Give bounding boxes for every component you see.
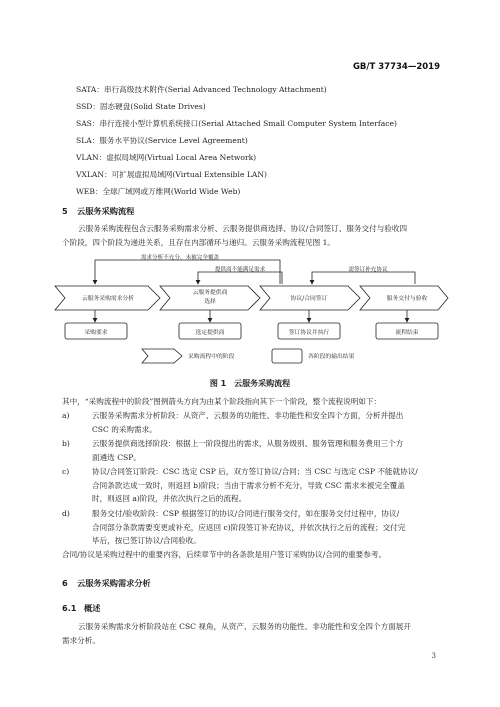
section-6-1-body: [62, 620, 447, 647]
procurement-flow-figure: [50, 250, 450, 376]
figure-caption: 图 1 云服务采购流程: [209, 379, 291, 388]
stage-label: 云服务采购需求分析: [81, 296, 135, 302]
list-item-label: d): [62, 509, 70, 518]
closing-text: 合同/协议是采购过程中的重要内容，后续章节中的各条款是用户签订采购协议/合同的重要参考。: [62, 550, 387, 559]
abbreviation-sla: SLA：服务水平协议(Service Level Agreement): [76, 136, 248, 145]
list-item-line: 合同部分条款需要变更或补充，应返回 c)阶段签订补充协议，并依次执行之后的流程；交付完: [92, 522, 406, 532]
abbreviation-vxlan: VXLAN：可扩展虚拟局域网(Virtual Extensible LAN): [76, 170, 268, 179]
loop-label-provider: 提供商不能满足需求: [214, 267, 266, 273]
section-title: 概述: [84, 603, 101, 613]
list-item-line: 云服务采购需求分析阶段：从资产、云服务的功能性、非功能性和安全四个方面，分析并提出: [92, 411, 404, 420]
section-number: 6.1: [62, 603, 77, 613]
standard-number: GB/T 37734—2019: [352, 62, 440, 72]
abbreviation-vlan: VLAN：虚拟局域网(Virtual Local Area Network): [76, 153, 257, 162]
list-item-line: 云服务提供商选择阶段：根据上一阶段提出的需求，从服务级别、服务管理和服务费用三个方: [92, 439, 404, 448]
section-5-heading: [62, 206, 134, 217]
section-number: 6: [62, 578, 68, 588]
output-label: 选定提供商: [195, 330, 225, 336]
stage-label: 服务交付与验收: [386, 296, 428, 302]
list-item-d: [62, 507, 447, 548]
section-title: 云服务采购需求分析: [77, 578, 151, 588]
list-item-label: c): [62, 467, 70, 476]
list-item-label: b): [62, 439, 70, 448]
intro-line: 个阶段，四个阶段为递进关系，且存在内部循环与递归。云服务采购流程见图 1。: [62, 237, 336, 247]
section-6-1-heading: [62, 603, 100, 614]
abbreviation-sas: SAS：串行连接小型计算机系统接口(Serial Attached Small Computer System Interface): [76, 119, 397, 128]
section-title: 云服务采购流程: [77, 206, 135, 216]
section-5-intro: [62, 222, 447, 249]
output-label: 采购要求: [84, 330, 108, 336]
stage-label-line2: 选择: [204, 299, 216, 305]
body-line: 需求分析。: [62, 635, 100, 645]
loop-line-provider-reselect: [198, 272, 282, 284]
abbreviation-ssd: SSD：固态硬盘(Solid State Drives): [76, 102, 206, 111]
list-item-b: [62, 437, 447, 464]
list-item-a: [62, 409, 447, 436]
list-item-line: 毕后，按已签订协议/合同验收。: [92, 536, 201, 546]
stage-label: 协议/合同签订: [290, 296, 328, 302]
list-item-line: 时，则返回 a)阶段，并依次执行之后的流程。: [92, 494, 247, 504]
loop-line-supplement-agreement: [312, 272, 415, 284]
explanation-line: [62, 395, 447, 409]
list-item-line: CSC 的采购需求。: [92, 424, 157, 434]
list-item-line: 面遴选 CSP。: [92, 452, 141, 462]
page-number: 3: [431, 652, 436, 660]
stage-label-line1: 云服务提供商: [192, 290, 228, 296]
output-label: 流程结束: [395, 330, 419, 336]
section-number: 5: [62, 206, 68, 216]
loop-label-supplement: 需签订补充协议: [348, 267, 388, 273]
output-label: 签订协议并执行: [288, 330, 330, 336]
list-item-line: 合同条款达成一致时，则返回 b)阶段；当由于需求分析不充分，导致 CSC 需求未被完全覆盖: [92, 480, 405, 490]
list-item-line: 协议/合同签订阶段：CSC 选定 CSP 后，双方签订协议/合同；当 CSC 与选定 CSP 不能就协议/: [92, 467, 418, 476]
intro-line: 云服务采购流程包含云服务采购需求分析、云服务提供商选择、协议/合同签订、服务交付与验收四: [78, 224, 408, 233]
legend-stage-label: 采购流程中的阶段: [188, 354, 235, 360]
body-line: 云服务采购需求分析阶段站在 CSC 视角，从资产、云服务的功能性、非功能性和安全四个方面展开: [78, 622, 411, 631]
list-item-c: [62, 465, 447, 506]
explanation-text: 其中，“采购流程中的阶段”图例箭头方向为由某个阶段指向其下一个阶段，整个流程说明如下：: [62, 397, 382, 406]
list-item-line: 服务交付/验收阶段：CSP 根据签订的协议/合同进行服务交付，如在服务交付过程中，协议/: [92, 509, 400, 518]
abbreviation-sata: SATA：串行高级技术附件(Serial Advanced Technology Attachment): [76, 85, 327, 94]
section-6-heading: [62, 578, 151, 589]
abbreviation-web: WEB：全球广域网或万维网(World Wide Web): [76, 187, 241, 196]
closing-paragraph: [62, 548, 447, 562]
legend-output-box: [272, 349, 302, 363]
loop-label-needs: 需求分析不充分，未被完全覆盖: [140, 255, 220, 261]
list-item-label: a): [62, 411, 70, 420]
legend-output-label: 各阶段的输出结果: [308, 354, 355, 360]
legend-stage-arrow: [142, 349, 182, 363]
